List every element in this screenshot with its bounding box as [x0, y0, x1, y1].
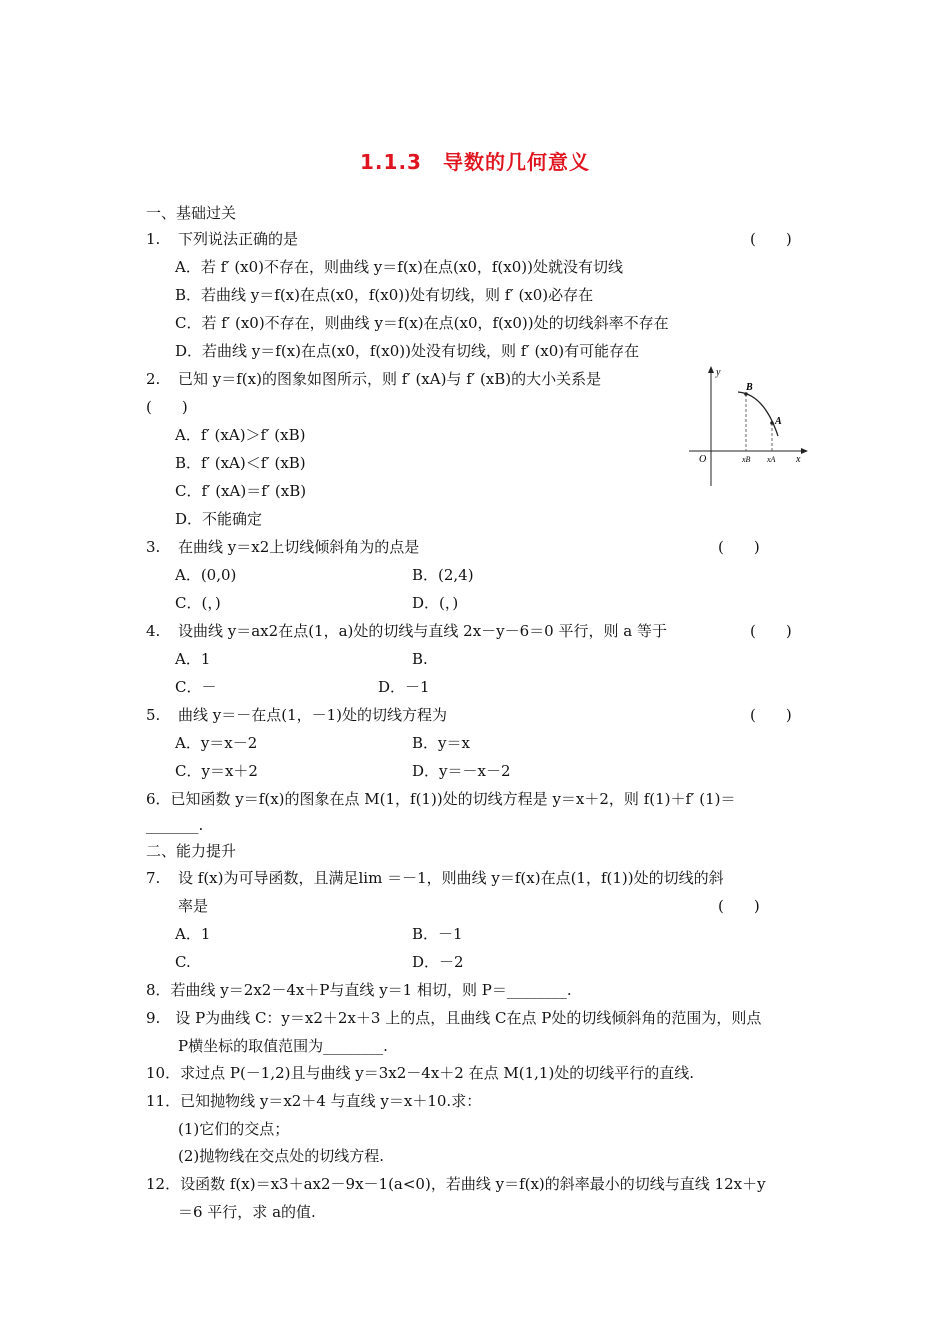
- q5-option-b: B．y＝x: [412, 734, 470, 752]
- q4-option-b: B.: [412, 650, 428, 668]
- xb-label: xB: [742, 455, 751, 464]
- q4-option-a: A．1: [175, 650, 211, 668]
- q5-option-d: D．y＝－x－2: [412, 762, 511, 780]
- q1-stem: 下列说法正确的是: [178, 230, 299, 248]
- x-axis-arrow: [801, 448, 808, 454]
- q1-option-b: B．若曲线 y＝f(x)在点(x0，f(x0))处有切线，则 f′ (x0)必存在: [175, 286, 594, 304]
- q7-option-c: C.: [175, 953, 191, 971]
- q1-option-d: D．若曲线 y＝f(x)在点(x0，f(x0))处没有切线，则 f′ (x0)有可能存在: [175, 342, 640, 360]
- q2-number: 2.: [146, 370, 161, 388]
- q5-stem: 曲线 y＝－在点(1，－1)处的切线方程为: [178, 706, 448, 724]
- point-b-label: B: [746, 382, 753, 393]
- q7-stem-cont: 率是: [178, 897, 209, 915]
- q4-number: 4.: [146, 622, 161, 640]
- q6-blank: _______.: [146, 816, 204, 834]
- q3-stem: 在曲线 y＝x2上切线倾斜角为的点是: [178, 538, 420, 556]
- q2-option-a: A．f′ (xA)＞f′ (xB): [175, 426, 306, 444]
- q2-answer-paren: ( ): [146, 398, 188, 416]
- q4-answer-paren: ( ): [750, 622, 792, 640]
- q2-option-c: C．f′ (xA)＝f′ (xB): [175, 482, 307, 500]
- q1-option-c: C．若 f′ (x0)不存在，则曲线 y＝f(x)在点(x0，f(x0))处的切线斜率不存在: [175, 314, 669, 332]
- function-graph: [686, 366, 816, 490]
- q2-stem: 已知 y＝f(x)的图象如图所示，则 f′ (xA)与 f′ (xB)的大小关系是: [178, 370, 602, 388]
- q7-number: 7.: [146, 869, 161, 887]
- point-a-label: A: [775, 416, 782, 427]
- origin-label: O: [699, 454, 707, 465]
- q12-line1: 12．设函数 f(x)＝x3＋ax2－9x－1(a<0)，若曲线 y＝f(x)的斜率最小的切线与直线 12x＋y: [146, 1175, 766, 1193]
- q7-option-d: D．－2: [412, 953, 464, 971]
- q3-answer-paren: ( ): [718, 538, 760, 556]
- q7-option-a: A．1: [175, 925, 211, 943]
- q9-line2: P横坐标的取值范围为________.: [178, 1037, 388, 1055]
- q3-option-b: B．(2,4): [412, 566, 474, 584]
- q7-answer-paren: ( ): [718, 897, 760, 915]
- section-heading-advanced: 二、能力提升: [146, 842, 237, 860]
- xa-label: xA: [767, 455, 776, 464]
- q1-answer-paren: ( ): [750, 230, 792, 248]
- q12-line2: ＝6 平行，求 a的值.: [178, 1203, 316, 1221]
- q4-stem: 设曲线 y＝ax2在点(1，a)处的切线与直线 2x－y－6＝0 平行，则 a 等于: [178, 622, 667, 640]
- q8-text: 8．若曲线 y＝2x2－4x＋P与直线 y＝1 相切，则 P＝________.: [146, 981, 572, 999]
- q3-number: 3.: [146, 538, 161, 556]
- q5-number: 5.: [146, 706, 161, 724]
- q6-text: 6．已知函数 y＝f(x)的图象在点 M(1，f(1))处的切线方程是 y＝x＋2，则 f(1)＋f′ (1)＝: [146, 790, 736, 808]
- q9-line1: 9. 设 P为曲线 C：y＝x2＋2x＋3 上的点，且曲线 C在点 P处的切线倾斜角的范围为，则点: [146, 1009, 762, 1027]
- q7-option-b: B．－1: [412, 925, 463, 943]
- q5-option-c: C．y＝x＋2: [175, 762, 258, 780]
- q4-option-c: C．－: [175, 678, 217, 696]
- point-a: [770, 421, 774, 425]
- q11-part2: (2)抛物线在交点处的切线方程.: [178, 1147, 385, 1165]
- q1-number: 1.: [146, 230, 161, 248]
- q11-part1: (1)它们的交点；: [178, 1120, 290, 1138]
- q2-option-d: D．不能确定: [175, 510, 263, 528]
- q7-stem: 设 f(x)为可导函数，且满足lim ＝－1，则曲线 y＝f(x)在点(1，f(1))处的切线的斜: [178, 869, 724, 887]
- q5-option-a: A．y＝x－2: [175, 734, 258, 752]
- y-axis-label: y: [716, 367, 721, 378]
- page-title: 1.1.3 导数的几何意义: [360, 150, 590, 174]
- q3-option-c: C．(，): [175, 594, 221, 612]
- q3-option-d: D．(，): [412, 594, 459, 612]
- q1-option-a: A．若 f′ (x0)不存在，则曲线 y＝f(x)在点(x0，f(x0))处就没有切线: [175, 258, 623, 276]
- x-axis-label: x: [796, 454, 801, 465]
- q2-option-b: B．f′ (xA)＜f′ (xB): [175, 454, 306, 472]
- q11-text: 11．已知抛物线 y＝x2＋4 与直线 y＝x＋10.求：: [146, 1092, 482, 1110]
- q4-option-d: D．－1: [378, 678, 430, 696]
- q10-text: 10．求过点 P(－1,2)且与曲线 y＝3x2－4x＋2 在点 M(1,1)处的切线平行的直线.: [146, 1064, 695, 1082]
- section-heading-basic: 一、基础过关: [146, 204, 237, 222]
- q3-option-a: A．(0,0): [175, 566, 237, 584]
- y-axis-arrow: [708, 366, 714, 373]
- q5-answer-paren: ( ): [750, 706, 792, 724]
